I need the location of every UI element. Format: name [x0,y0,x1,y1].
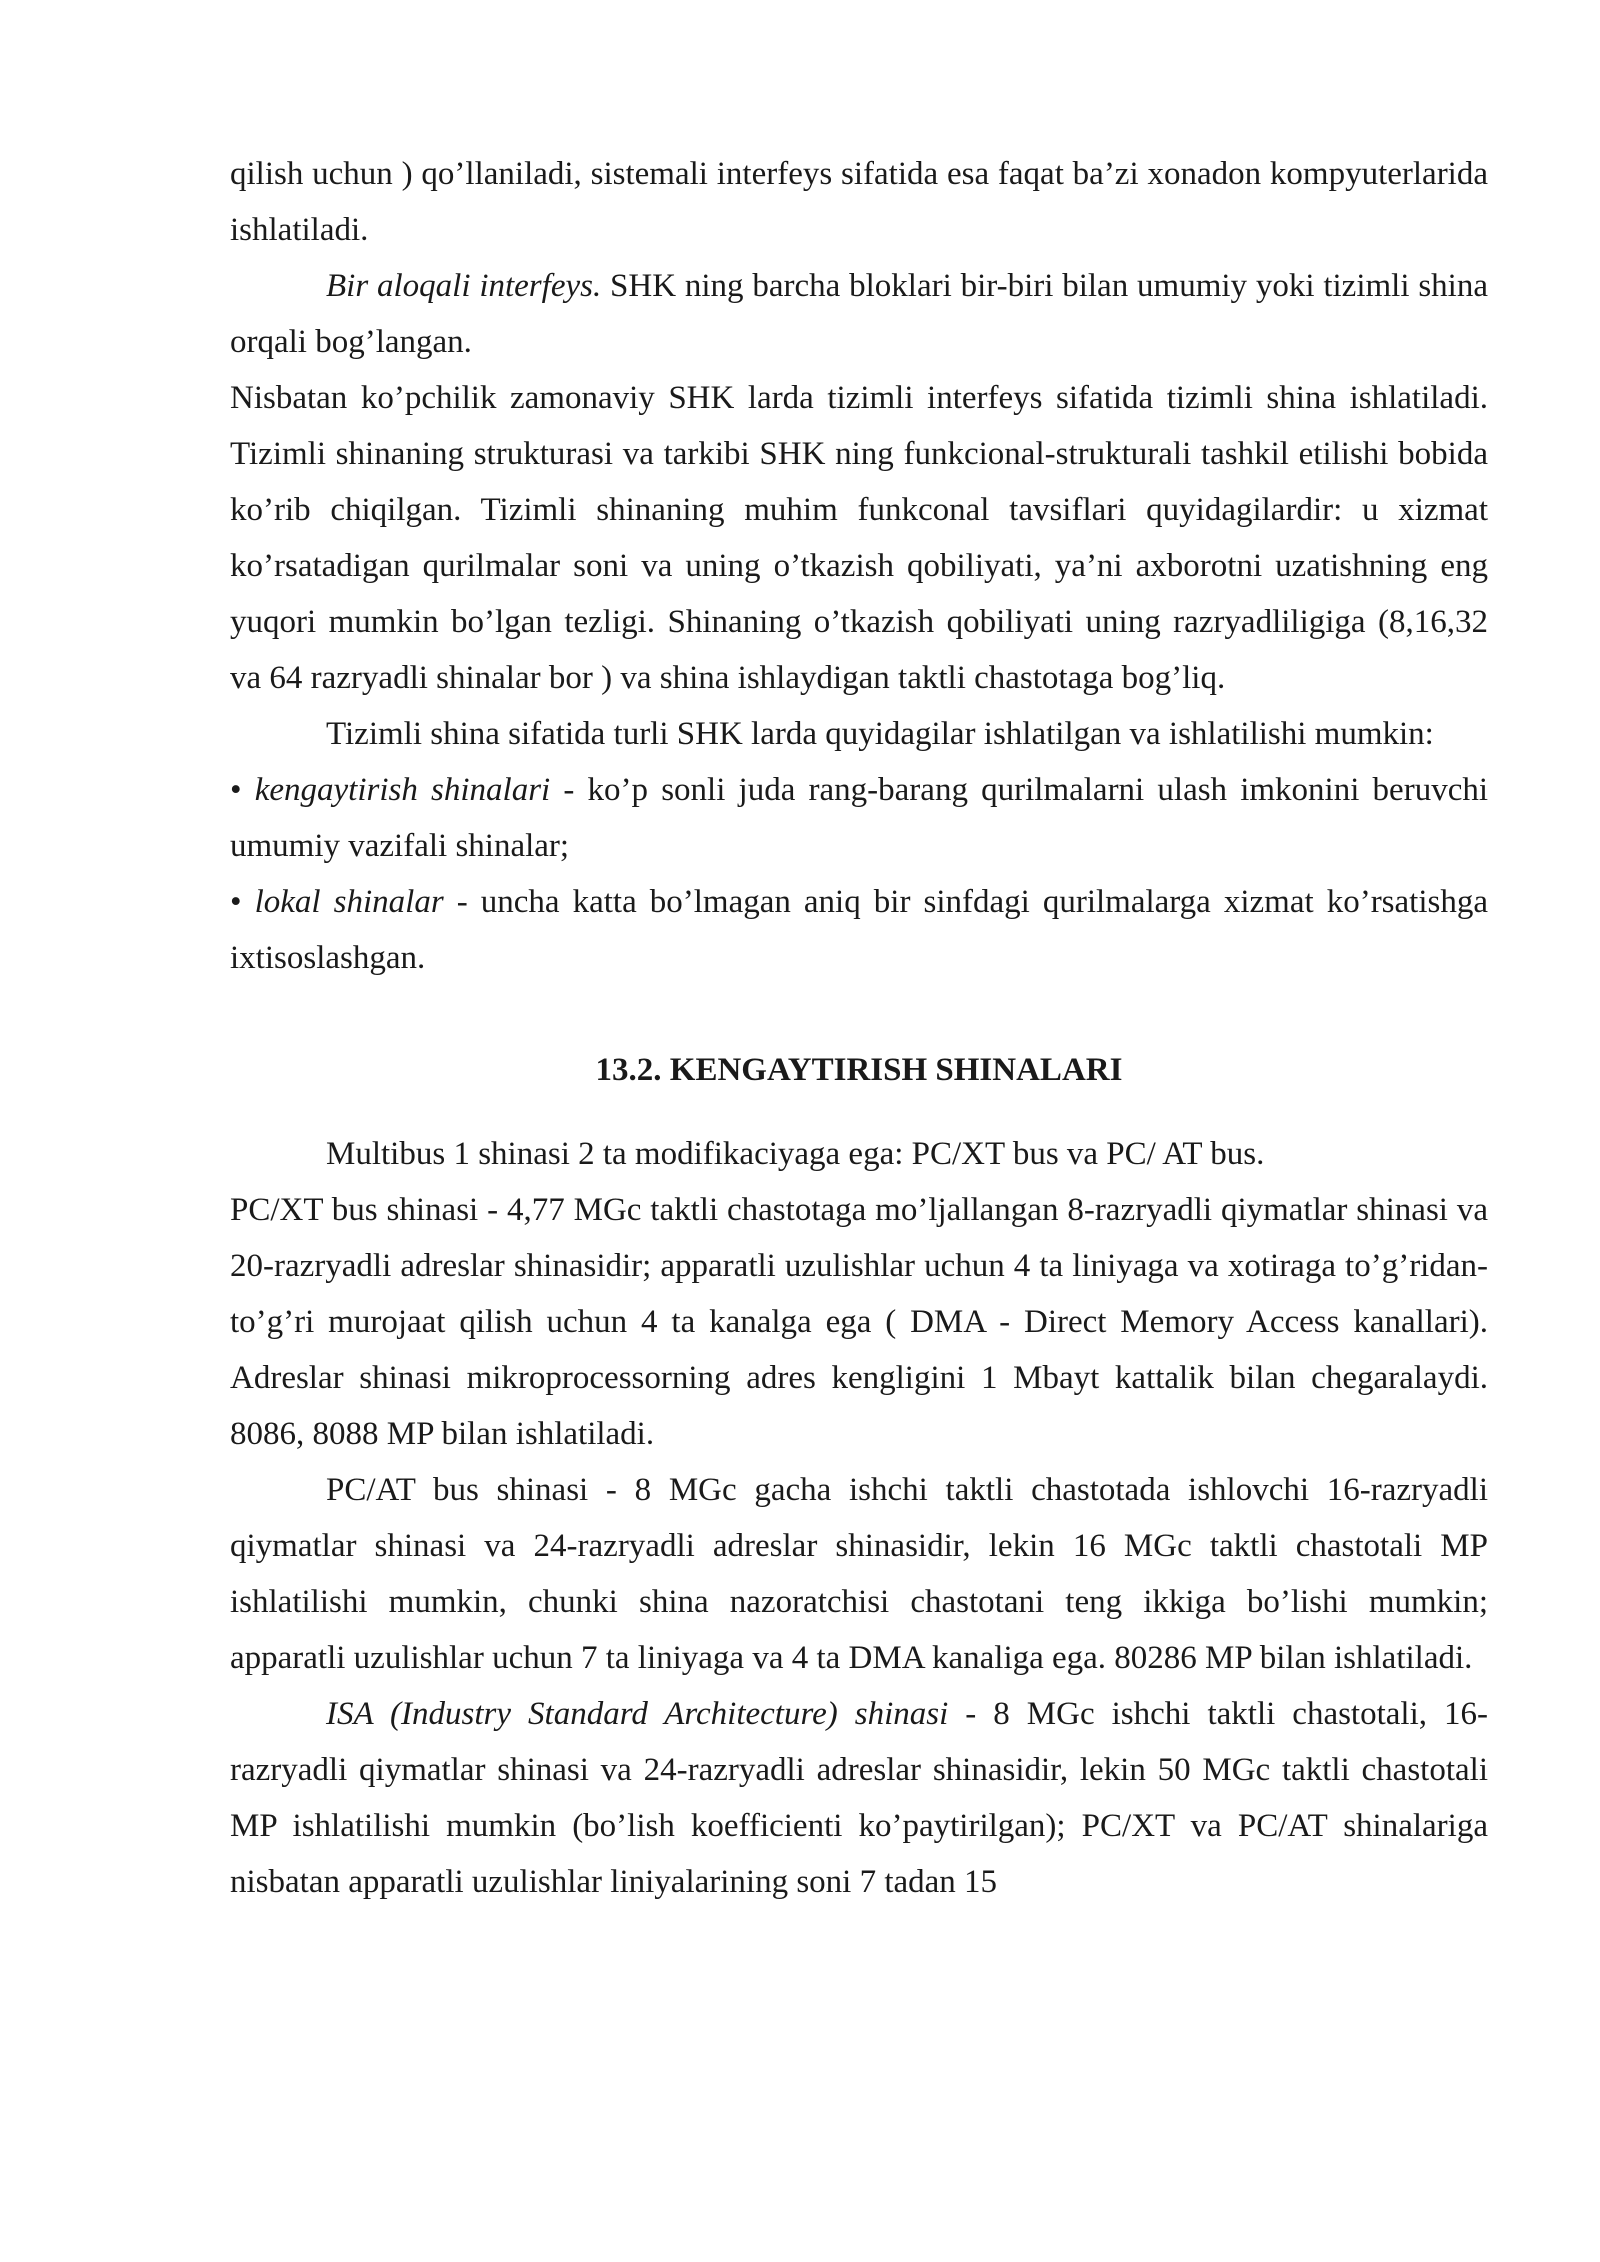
italic-term: lokal shinalar [254,884,444,920]
paragraph: Nisbatan ko’pchilik zamonaviy SHK larda tizimli interfeys sifatida tizimli shina ishlatiladi. Tizimli shinaning strukturasi va tarkibi SHK ning funkcional-strukturali tashkil etilishi bobida ko’rib chiqilgan. Tizimli shinaning muhim funkconal tavsiflari quyidagilardir: u xizmat ko’rsatadigan qurilmalar soni va uning o’tkazish qobiliyati, ya’ni axborotni uzatishning eng yuqori mumkin bo’lgan tezligi. Shinaning o’tkazish qobiliyati uning razryadliligiga (8,16,32 va 64 razryadli shinalar bor ) va shina ishlaydigan taktli chastotaga bog’liq. [230,380,1488,696]
bullet-text: - uncha katta bo’lmagan aniq bir sinfdagi qurilmalarga xizmat ko’rsatishga ixtisoslashgan. [230,884,1489,976]
paragraph: PC/AT bus shinasi - 8 MGc gacha ishchi taktli chastotada ishlovchi 16-razryadli qiymatlar shinasi va 24-razryadli adreslar shinasidir, lekin 16 MGc taktli chastotali MP ishlatilishi mumkin, chunki shina nazoratchisi chastotani teng ikkiga bo’lishi mumkin; apparatli uzulishlar uchun 7 ta liniyaga va 4 ta DMA kanaliga ega. 80286 MP bilan ishlatiladi. [230,1472,1488,1676]
document-page [230,146,1488,1910]
section-heading: 13.2. KENGAYTIRISH SHINALARI [595,1052,1123,1088]
paragraph [230,258,1488,370]
bullet-text: - ko’p sonli juda rang-barang qurilmalarni ulash imkonini beruvchi umumiy vazifali shinalar; [230,772,1489,864]
bullet-item [230,762,1488,874]
paragraph [230,1686,1488,1910]
paragraph: Tizimli shina sifatida turli SHK larda quyidagilar ishlatilgan va ishlatilishi mumkin: [326,716,1434,752]
italic-term: Bir aloqali interfeys. [326,268,602,304]
paragraph: PC/XT bus shinasi - 4,77 MGc taktli chastotaga mo’ljallangan 8-razryadli qiymatlar shinasi va 20-razryadli adreslar shinasidir; apparatli uzulishlar uchun 4 ta liniyaga va xotiraga to’g’ridan-to’g’ri murojaat qilish uchun 4 ta kanalga ega ( DMA - Direct Memory Access kanallari). Adreslar shinasi mikroprocessorning adres kengligini 1 Mbayt kattalik bilan chegaralaydi. 8086, 8088 MP bilan ishlatiladi. [230,1192,1488,1452]
paragraph: Multibus 1 shinasi 2 ta modifikaciyaga ega: PC/XT bus va PC/ AT bus. [326,1136,1265,1172]
paragraph-text: - 8 MGc ishchi taktli chastotali, 16-razryadli qiymatlar shinasi va 24-razryadli adreslar shinasidir, lekin 50 MGc taktli chastotali MP ishlatilishi mumkin (bo’lish koefficienti ko’paytirilgan); PC/XT va PC/AT shinalariga nisbatan apparatli uzulishlar liniyalarining soni 7 tadan 15 [230,1696,1488,1900]
bullet-item [230,874,1488,986]
italic-term: ISA (Industry Standard Architecture) shinasi [326,1696,949,1732]
bullet-marker: • [230,772,255,808]
paragraph-text: SHK ning barcha bloklari bir-biri bilan umumiy yoki tizimli shina orqali bog’langan. [230,268,1488,360]
bullet-marker: • [230,884,255,920]
paragraph: qilish uchun ) qo’llaniladi, sistemali interfeys sifatida esa faqat ba’zi xonadon kompyuterlarida ishlatiladi. [230,156,1488,248]
italic-term: kengaytirish shinalari [254,772,551,808]
